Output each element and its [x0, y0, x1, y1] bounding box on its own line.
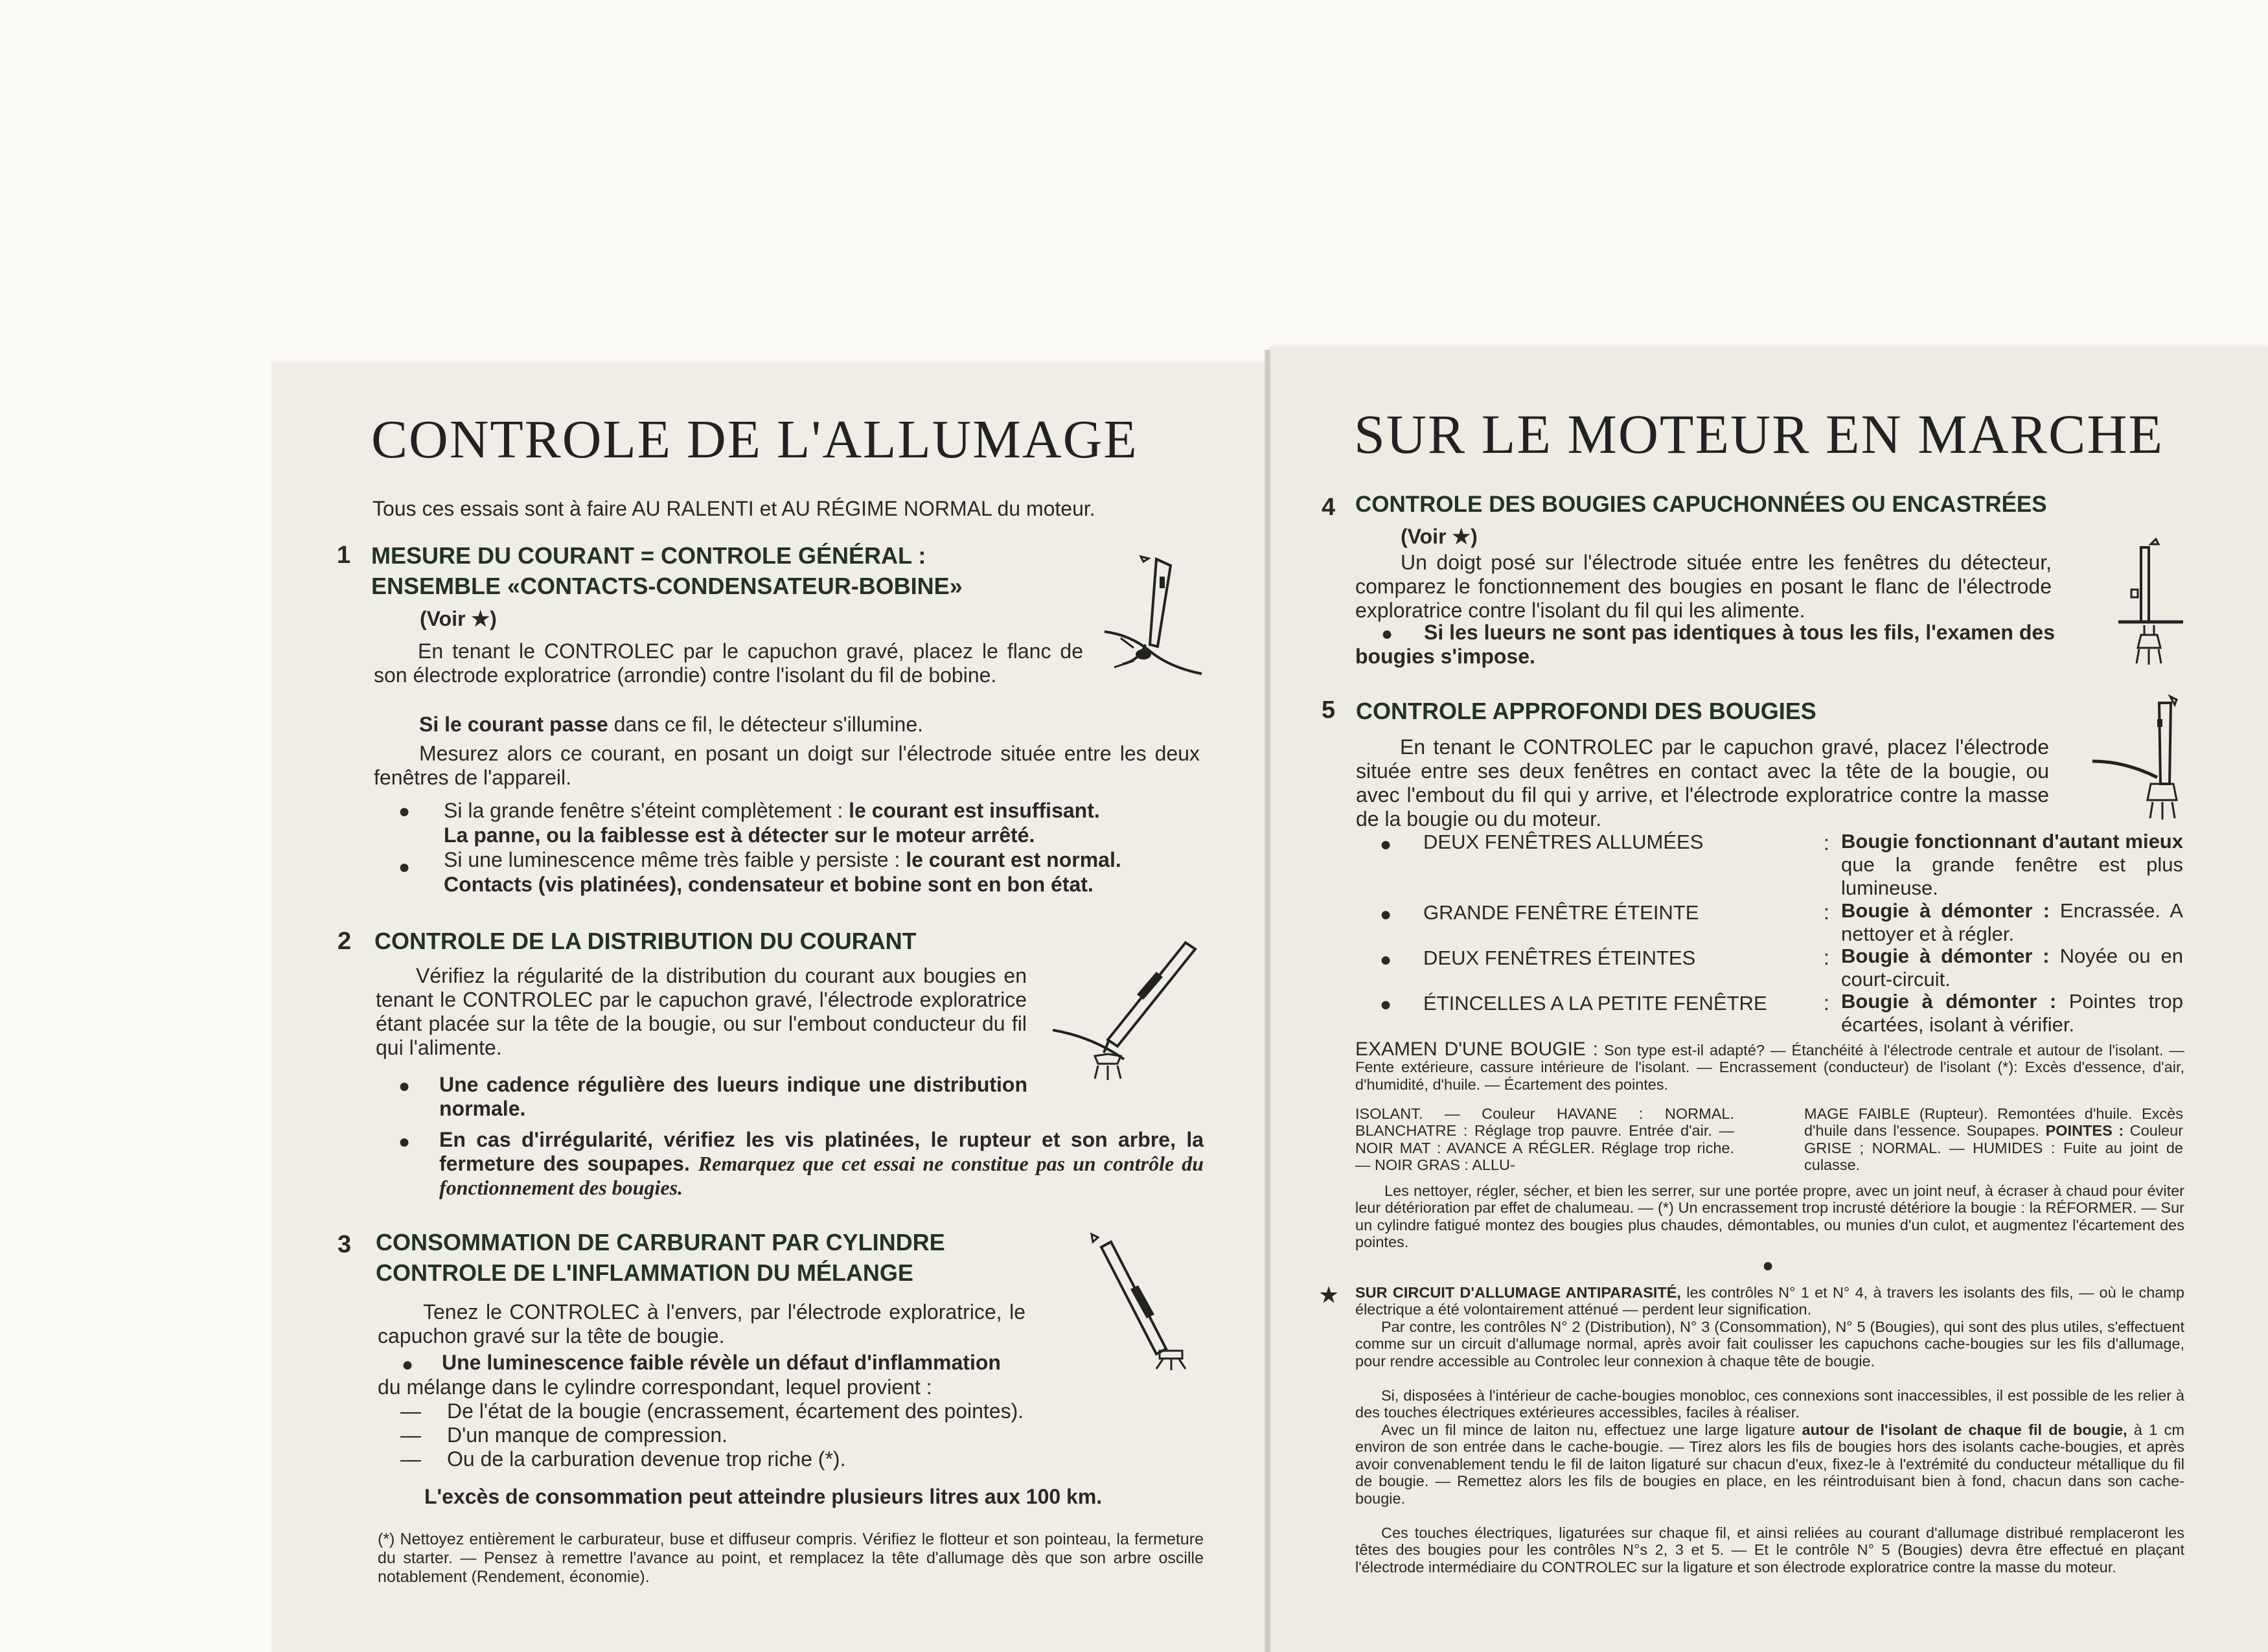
- section-3-dash3: Ou de la carburation devenue trop riche (*).: [447, 1447, 846, 1471]
- left-page-title: CONTROLE DE L'ALLUMAGE: [371, 409, 1138, 470]
- section-2-title: CONTROLE DE LA DISTRIBUTION DU COURANT: [374, 928, 917, 954]
- section-3-bullet1-rest: du mélange dans le cylindre correspondant, lequel provient :: [378, 1375, 932, 1399]
- section-2-number: 2: [338, 928, 352, 955]
- section-3-title-line2: CONTROLE DE L'INFLAMMATION DU MÉLANGE: [376, 1259, 913, 1286]
- s1-b2-b: le courant est normal.: [906, 848, 1121, 871]
- row-1-bold: Bougie fonctionnant d'autant mieux: [1841, 830, 2183, 853]
- controlec-illustration-2: [1049, 933, 1205, 1082]
- spine: [1265, 350, 1271, 1652]
- exam-p2: Les nettoyer, régler, sécher, et bien les serrer, sur une portée propre, avec un joint neuf, à écraser à chaud pour éviter leur détérioration par effet de chalumeau. — (*) Un encrassement trop incrusté détériore la bougie : la RÉFORMER. — Sur un cylindre fatigué montez des bougies plus chaudes, démontables, ou munies d'un culot, et augmentez l'écartement des pointes.: [1355, 1182, 2184, 1251]
- exam-col2-bold: POINTES :: [2045, 1122, 2124, 1140]
- dash-icon: —: [400, 1447, 421, 1471]
- star-note-p4-a: Avec un fil mince de laiton nu, effectuez une large ligature: [1381, 1421, 1802, 1438]
- bullet-icon: ●: [1380, 994, 1392, 1015]
- controlec-illustration-3: [1082, 1231, 1205, 1370]
- row-1-label: DEUX FENÊTRES ALLUMÉES: [1423, 831, 1704, 853]
- section-3-number: 3: [338, 1231, 352, 1258]
- s1-b2-a: Si une luminescence même très faible y persiste :: [444, 848, 906, 871]
- section-4-voir: (Voir ★): [1401, 525, 1478, 548]
- s1-b1-c: La panne, ou la faiblesse est à détecter sur le moteur arrêté.: [444, 823, 1035, 847]
- s1-b1-b: le courant est insuffisant.: [849, 799, 1100, 822]
- intro-text: Tous ces essais sont à faire AU RALENTI et AU RÉGIME NORMAL du moteur.: [372, 497, 1095, 520]
- bullet-icon: ●: [398, 856, 411, 878]
- colon: :: [1824, 946, 1829, 969]
- controlec-illustration-5: [2089, 693, 2193, 823]
- section-2-p1: Vérifiez la régularité de la distribution du courant aux bougies en tenant le CONTROLEC par le capuchon gravé, l'électrode exploratrice étant placée sur la tête de la bougie, ou sur l'embout conducteur du fil qui l'alimente.: [376, 964, 1027, 1059]
- section-1-p2-rest: dans ce fil, le détecteur s'illumine.: [608, 713, 924, 736]
- row-3-rest: Noyée ou en court-circuit.: [1841, 945, 2183, 991]
- section-4-number: 4: [1322, 494, 1336, 521]
- bullet-icon: ●: [1762, 1255, 1774, 1276]
- section-1-title-line2: ENSEMBLE «CONTACTS-CONDENSATEUR-BOBINE»: [371, 573, 963, 599]
- bullet-icon: ●: [1380, 904, 1392, 925]
- colon: :: [1824, 901, 1829, 924]
- dash-icon: —: [400, 1399, 421, 1423]
- exam-col1-text: ISOLANT. — Couleur HAVANE : NORMAL. BLANCHATRE : Réglage trop pauvre. Entrée d'air. — NOIR MAT : AVANCE A RÉGLER. Réglage trop riche. — NOIR GRAS : ALLU-: [1355, 1105, 1734, 1174]
- star-note-p1-text: les contrôles N° 1 et N° 4, à travers les isolants des fils, — où le champ électrique a été volontairement atténué — perdent leur signification.: [1355, 1284, 2184, 1318]
- section-4-bullet1: Si les lueurs ne sont pas identiques à tous les fils, l'examen des bougies s'impose.: [1355, 621, 2055, 668]
- section-1-p1: En tenant le CONTROLEC par le capuchon gravé, placez le flanc de son électrode exploratrice (arrondie) contre l'isolant du fil de bobine.: [374, 639, 1083, 687]
- section-3-title-line1: CONSOMMATION DE CARBURANT PAR CYLINDRE: [376, 1229, 945, 1256]
- section-4-title: CONTROLE DES BOUGIES CAPUCHONNÉES OU ENCASTRÉES: [1355, 492, 2047, 517]
- dash-icon: —: [400, 1423, 421, 1447]
- exam-col1: [1355, 1105, 1734, 1174]
- left-footnote: (*) Nettoyez entièrement le carburateur, buse et diffuseur compris. Vérifiez le flotteur et son pointeau, la fermeture du starter. — Pensez à remettre l'avance au point, et remplacez la tête d'allumage dès que son arbre oscille notablement (Rendement, économie).: [378, 1530, 1204, 1586]
- exam-col2: [1804, 1105, 2183, 1174]
- exam-col2-text: MAGE FAIBLE (Rupteur). Remontées d'huile. Excès d'huile dans l'essence. Soupapes.: [1804, 1105, 2183, 1140]
- row-2-label: GRANDE FENÊTRE ÉTEINTE: [1423, 901, 1699, 924]
- row-4-value: [1841, 990, 2183, 1037]
- row-3-label: DEUX FENÊTRES ÉTEINTES: [1423, 946, 1696, 969]
- s1-b1-a: Si la grande fenêtre s'éteint complètement :: [444, 799, 849, 822]
- row-3-value: [1841, 945, 2183, 991]
- s1-bullet2-line1: [444, 848, 1121, 872]
- star-note-p2: Par contre, les contrôles N° 2 (Distribution), N° 3 (Consommation), N° 5 (Bougies), qui sont des plus utiles, s'effectuent comme sur un circuit d'allumage normal, après avoir fait coulisser les capuchons cache-bougies sur les fils d'allumage, pour rendre accessible au Controlec leur connexion à chaque tête de bougie.: [1355, 1318, 2184, 1370]
- bullet-icon: ●: [398, 1075, 411, 1097]
- row-2-rest: Encrassée. A nettoyer et à régler.: [1841, 899, 2183, 945]
- row-3-bold: Bougie à démonter :: [1841, 945, 2050, 967]
- row-4-label: ÉTINCELLES A LA PETITE FENÊTRE: [1423, 992, 1767, 1015]
- exam-text: Son type est-il adapté? — Étanchéité à l'électrode centrale et autour de l'isolant. — Fente extérieure, cassure intérieure de l'isolant. — Encrassement (conducteur) de l'isolant (*): Excès d'essence, d'air, d'humidité, d'huile. — Écartement des pointes.: [1355, 1042, 2184, 1093]
- colon: :: [1824, 831, 1829, 855]
- s1-bullet1-line2: [444, 823, 1035, 847]
- row-2-bold: Bougie à démonter :: [1841, 899, 2050, 922]
- section-5-number: 5: [1322, 696, 1336, 724]
- section-1-p3: Mesurez alors ce courant, en posant un doigt sur l'électrode située entre les deux fenêtres de l'appareil.: [374, 742, 1200, 789]
- bullet-icon: ●: [402, 1354, 414, 1375]
- exam-col2-rest: Couleur GRISE ; NORMAL. — HUMIDES : Fuite au joint de culasse.: [1804, 1122, 2184, 1174]
- s1-b2-c: Contacts (vis platinées), condensateur et bobine sont en bon état.: [444, 873, 1094, 896]
- section-3-dash2: D'un manque de compression.: [447, 1423, 728, 1447]
- section-3-conclusion: L'excès de consommation peut atteindre plusieurs litres aux 100 km.: [424, 1485, 1103, 1508]
- s2-b2-italic: Remarquez que cet essai ne constitue pas un contrôle du fonctionnement des bougies.: [439, 1152, 1204, 1199]
- section-3-p1: Tenez le CONTROLEC à l'envers, par l'électrode exploratrice, le capuchon gravé sur la tête de bougie.: [378, 1300, 1025, 1348]
- section-4-p1: Un doigt posé sur l'électrode située entre les fenêtres du détecteur, comparez le fonctionnement des bougies en posant le flanc de l'électrode exploratrice contre l'isolant du fil qui les alimente.: [1355, 551, 2052, 622]
- row-1-value: [1841, 830, 2183, 900]
- star-note-p4-bold: autour de l'isolant de chaque fil de bougie,: [1802, 1421, 2127, 1438]
- right-page-title: SUR LE MOTEUR EN MARCHE: [1354, 403, 2164, 465]
- row-1-rest: que la grande fenêtre est plus lumineuse.: [1841, 853, 2183, 899]
- row-2-value: [1841, 899, 2183, 946]
- voir-text: (Voir ★): [420, 607, 497, 630]
- row-4-rest: Pointes trop écartées, isolant à vérifier.: [1841, 990, 2183, 1036]
- star-icon: ★: [1318, 1281, 1340, 1308]
- section-2-bullet1: Une cadence régulière des lueurs indique une distribution normale.: [439, 1073, 1027, 1120]
- s1-bullet1-line1: [444, 799, 1100, 823]
- section-1-title-line1: MESURE DU COURANT = CONTROLE GÉNÉRAL :: [371, 542, 926, 569]
- bullet-icon: ●: [1380, 949, 1392, 970]
- bullet-icon: ●: [398, 1131, 411, 1153]
- section-5-p1: En tenant le CONTROLEC par le capuchon gravé, placez l'électrode située entre ses deux fenêtres en contact avec la tête de la bougie, ou avec l'embout du fil qui y arrive, et l'électrode exploratrice contre la masse de la bougie ou du moteur.: [1356, 735, 2049, 831]
- exam-paragraph: [1355, 1038, 2184, 1093]
- exam-lead: EXAMEN D'UNE BOUGIE :: [1355, 1038, 1598, 1060]
- bullet-icon: ●: [1381, 623, 1393, 645]
- star-note-p1: [1355, 1284, 2184, 1318]
- controlec-illustration-4: [2105, 538, 2190, 667]
- section-1-voir: [420, 607, 497, 631]
- bullet-icon: ●: [1380, 834, 1392, 855]
- section-1-p2: [419, 713, 923, 737]
- section-1-p2-bold: Si le courant passe: [419, 713, 608, 736]
- star-note-p3: Si, disposées à l'intérieur de cache-bougies monobloc, ces connexions sont inaccessibles, il est possible de les relier à des touches électriques extérieures accessibles, faciles à réaliser.: [1355, 1387, 2184, 1421]
- section-3-dash1: De l'état de la bougie (encrassement, écartement des pointes).: [447, 1399, 1024, 1423]
- section-1-number: 1: [337, 542, 351, 569]
- s2-b2-text: En cas d'irrégularité, vérifiez les vis platinées, le rupteur et son arbre, la fermeture des soupapes.: [439, 1128, 1204, 1175]
- section-2-bullet2: [439, 1128, 1204, 1200]
- section-3-bullet1-bold: Une luminescence faible révèle un défaut d'inflammation: [442, 1351, 1001, 1374]
- star-note-bold: SUR CIRCUIT D'ALLUMAGE ANTIPARASITÉ,: [1355, 1284, 1681, 1301]
- controlec-illustration-1: [1095, 554, 1205, 693]
- star-note-p5: Ces touches électriques, ligaturées sur chaque fil, et ainsi reliées au courant d'allumage distribué remplaceront les têtes des bougies pour les contrôles N°s 2, 3 et 5. — Et le contrôle N° 5 (Bougies) devra être effectué en plaçant l'électrode intermédiaire du CONTROLEC sur la ligature et son électrode exploratrice contre la masse du moteur.: [1355, 1524, 2184, 1576]
- s1-bullet2-line2: [444, 873, 1094, 897]
- colon: :: [1824, 991, 1829, 1015]
- row-4-bold: Bougie à démonter :: [1841, 990, 2057, 1013]
- section-5-title: CONTROLE APPROFONDI DES BOUGIES: [1356, 698, 1816, 724]
- star-note-p4-b: à 1 cm environ de son entrée dans le cache-bougie. — Tirez alors les fils de bougies hors des isolants cache-bougies, et après avoir convenablement tendu le fil de laiton ligaturé sur chacun d'eux, fixez-le à l'extrémité du conducteur métallique du fil de bougie. — Remettez alors les fils de bougies en place, en les réintroduisant bien à fond, chacun dans son cache-bougie.: [1355, 1421, 2185, 1507]
- star-note-p4: [1355, 1421, 2184, 1507]
- bullet-icon: ●: [398, 801, 411, 822]
